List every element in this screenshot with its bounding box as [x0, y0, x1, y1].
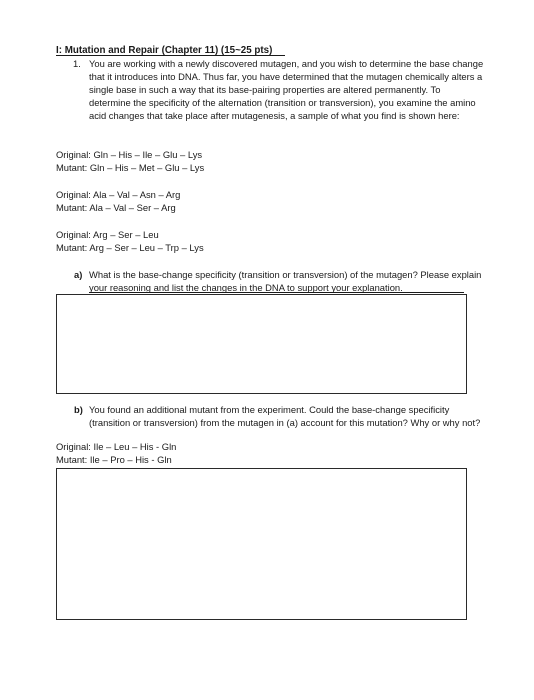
sequence-mutant-1: Mutant: Gln – His – Met – Glu – Lys [56, 162, 205, 173]
part-a-label: a) [74, 269, 83, 280]
part-b-text: You found an additional mutant from the experiment. Could the base-change specificity (transition or transversion) from the mutagen in (a) account for this mutation? Why or why not? [89, 404, 481, 428]
sequence-original-3: Original: Arg – Ser – Leu [56, 229, 159, 240]
answer-box-b[interactable] [56, 468, 467, 620]
sequence-original-2: Original: Ala – Val – Asn – Arg [56, 189, 181, 200]
answer-box-a[interactable] [56, 294, 467, 394]
question-number: 1. [73, 58, 81, 69]
sequence-mutant-3: Mutant: Arg – Ser – Leu – Trp – Lys [56, 242, 204, 253]
question-text: You are working with a newly discovered mutagen, and you wish to determine the base change that it introduces into DNA. Thus far, you have determined that the mutagen chemically alters a single base in such a way that its base-pairing properties are altered permanently. To determine the specificity of the alternation (transition or transversion), you examine the amino acid changes that take place after mutagenesis, a sample of what you find is shown here: [89, 58, 484, 121]
part-a-underline [89, 292, 464, 293]
part-a-text: What is the base-change specificity (transition or transversion) of the mutagen? Please explain your reasoning and list the changes in the DNA to support your explanation. [89, 269, 482, 293]
section-title: I: Mutation and Repair (Chapter 11) (15~25 pts) [56, 45, 273, 56]
part-b-original: Original: Ile – Leu – His - Gln [56, 441, 177, 452]
part-b-label: b) [74, 404, 83, 415]
title-underline [56, 55, 285, 56]
sequence-mutant-2: Mutant: Ala – Val – Ser – Arg [56, 202, 176, 213]
sequence-original-1: Original: Gln – His – Ile – Glu – Lys [56, 149, 203, 160]
part-b-mutant: Mutant: Ile – Pro – His - Gln [56, 454, 172, 465]
